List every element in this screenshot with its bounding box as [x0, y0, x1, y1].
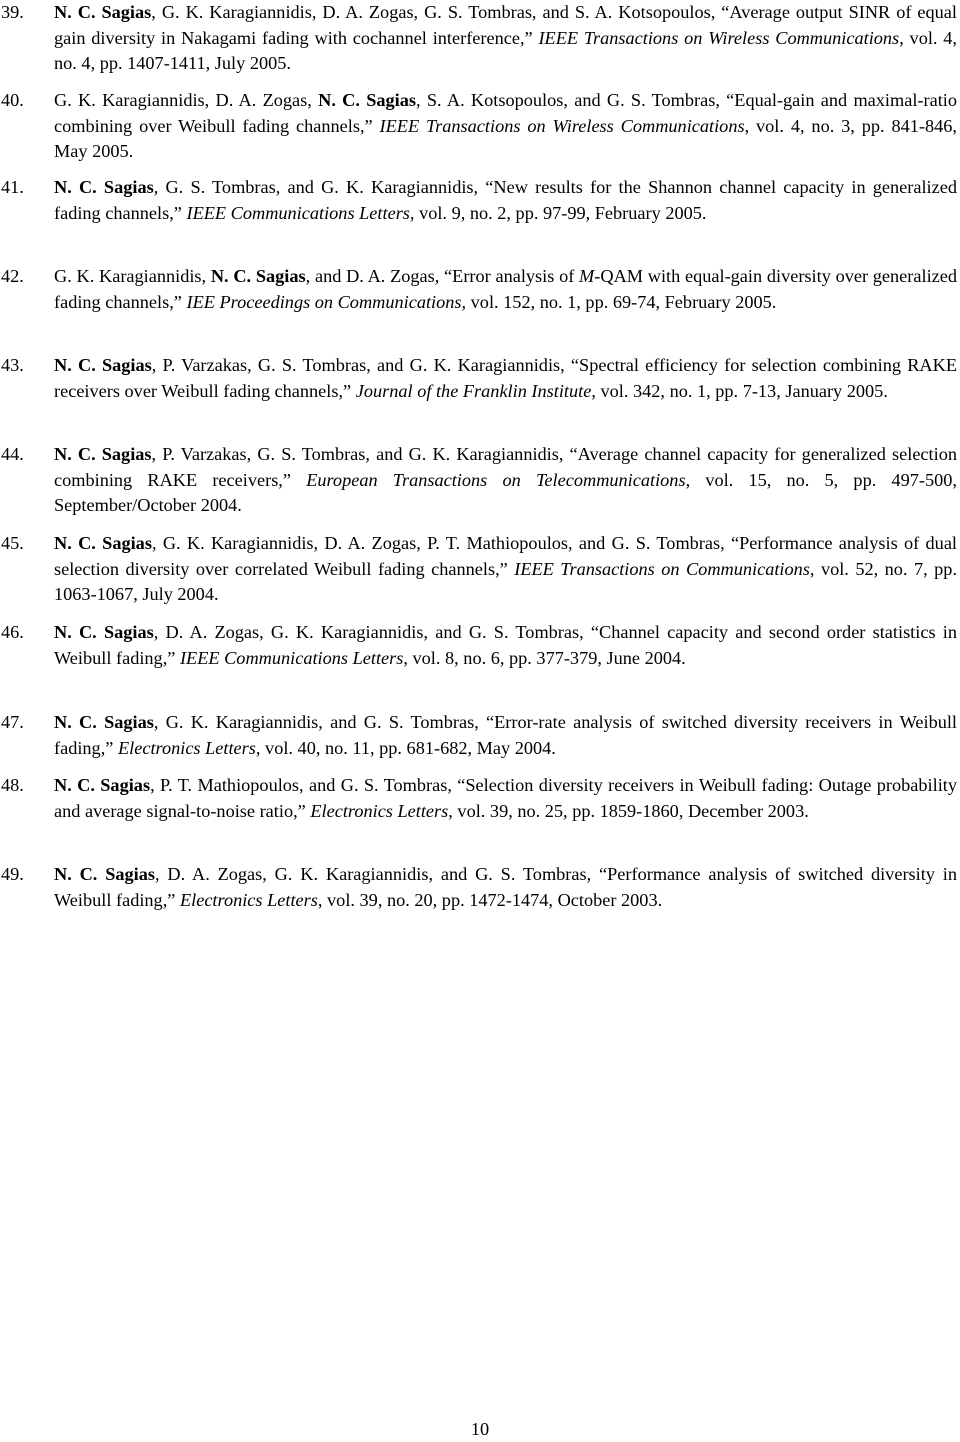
reference-entry [0, 531, 960, 608]
reference-number: 48. [1, 775, 24, 795]
reference-text-segment: , P. T. Mathiopoulos, and G. S. Tombras, “Selection diversity receivers in Weibull fading: Outage probability and average signal-to-noise ratio,” [54, 775, 958, 821]
reference-text-segment: , P. Varzakas, G. S. Tombras, and G. K. Karagiannidis, “Spectral efficiency for selection combining RAKE receivers over Weibull fading channels,” [54, 355, 957, 401]
reference-author-highlight: N. C. Sagias [54, 2, 152, 22]
reference-author-highlight: N. C. Sagias [54, 355, 152, 375]
reference-number: 44. [1, 444, 24, 464]
reference-number: 39. [1, 2, 24, 22]
reference-venue: European Transactions on Telecommunications [306, 469, 686, 490]
reference-entry [0, 88, 960, 165]
reference-entry [0, 0, 960, 77]
reference-number: 46. [1, 622, 24, 642]
reference-text [54, 710, 957, 761]
reference-text-segment: , S. A. Kotsopoulos, and G. S. Tombras, “Equal-gain and maximal-ratio combining over Weibull fading channels,” [54, 90, 957, 136]
reference-author-highlight: N. C. Sagias [318, 90, 417, 110]
reference-venue: IEEE Communications Letters [186, 202, 410, 223]
reference-text [54, 175, 957, 226]
reference-entry [0, 710, 960, 761]
reference-text [54, 88, 957, 165]
reference-text-segment: vol. 152, no. 1, pp. 69-74, February 2005. [466, 291, 777, 312]
reference-number: 40. [1, 90, 24, 110]
reference-text-segment: , vol. 52, no. 7, pp. 1063-1067, July 2004. [54, 558, 958, 604]
reference-venue: IEEE Communications Letters [179, 647, 404, 668]
reference-text [54, 0, 957, 77]
reference-author-highlight: N. C. Sagias [54, 775, 151, 795]
reference-entry [0, 620, 960, 671]
reference-text-segment: G. K. Karagiannidis, D. A. Zogas, [54, 90, 319, 110]
reference-venue: Electronics Letters [310, 800, 449, 821]
reference-number: 47. [1, 712, 24, 732]
reference-text [54, 620, 957, 671]
reference-text-segment: , P. Varzakas, G. S. Tombras, and G. K. Karagiannidis, “Average channel capacity for generalized selection combining RAKE receivers,” [54, 444, 957, 490]
reference-venue: IEEE Transactions on Wireless Communications [379, 115, 745, 136]
reference-venue: IEEE Transactions on Communications [514, 558, 810, 579]
reference-text-segment: , D. A. Zogas, G. K. Karagiannidis, and G. S. Tombras, “Channel capacity and second order statistics in Weibull fading,” [54, 622, 957, 668]
reference-venue: Journal of the Franklin Institute [355, 380, 592, 401]
reference-number: 43. [1, 355, 24, 375]
reference-text-segment: G. K. Karagiannidis, [54, 266, 211, 286]
reference-venue: IEEE Transactions on Wireless Communications [538, 27, 900, 48]
reference-venue: IEE Proceedings on Communications, [186, 291, 467, 312]
reference-number: 41. [1, 177, 24, 197]
reference-venue: Electronics Letters [117, 737, 256, 758]
reference-venue: M [579, 266, 595, 286]
reference-author-highlight: N. C. Sagias [210, 266, 306, 286]
reference-author-highlight: N. C. Sagias [54, 177, 154, 197]
reference-author-highlight: N. C. Sagias [54, 712, 154, 732]
reference-number: 42. [1, 266, 24, 286]
reference-text-segment: , vol. 4, no. 3, pp. 841-846, May 2005. [54, 115, 957, 161]
reference-entry [0, 773, 960, 824]
reference-text [54, 531, 957, 608]
reference-text-segment: , vol. 15, no. 5, pp. 497-500, September/October 2004. [54, 469, 957, 515]
reference-number: 49. [1, 864, 24, 884]
reference-author-highlight: N. C. Sagias [54, 533, 152, 553]
reference-text-segment: , G. K. Karagiannidis, D. A. Zogas, G. S. Tombras, and S. A. Kotsopoulos, “Average output SINR of equal gain diversity in Nakagami fading with cochannel interference,” [54, 2, 958, 48]
page-number: 10 [470, 1419, 490, 1439]
reference-entry [0, 862, 960, 913]
reference-text [54, 353, 957, 404]
reference-entry [0, 353, 960, 404]
reference-text-segment: , G. S. Tombras, and G. K. Karagiannidis, “New results for the Shannon channel capacity in generalized fading channels,” [54, 177, 958, 223]
reference-text-segment: , vol. 40, no. 11, pp. 681-682, May 2004. [255, 737, 556, 758]
reference-entry [0, 175, 960, 226]
reference-author-highlight: N. C. Sagias [54, 622, 154, 642]
reference-text-segment: , and D. A. Zogas, “Error analysis of [305, 266, 580, 286]
reference-text [54, 862, 957, 913]
reference-text-segment: -QAM with equal-gain diversity over generalized fading channels,” [54, 266, 958, 312]
reference-text [54, 264, 957, 315]
reference-text-segment: , G. K. Karagiannidis, and G. S. Tombras, “Error-rate analysis of switched diversity receivers in Weibull fading,” [54, 712, 958, 758]
reference-text [54, 773, 957, 824]
reference-entry [0, 264, 960, 315]
reference-number: 45. [1, 533, 24, 553]
reference-text-segment: , vol. 8, no. 6, pp. 377-379, June 2004. [403, 647, 686, 668]
reference-text-segment: , vol. 342, no. 1, pp. 7-13, January 2005. [591, 380, 888, 401]
reference-venue: Electronics Letters [179, 889, 318, 910]
reference-text-segment: , G. K. Karagiannidis, D. A. Zogas, P. T. Mathiopoulos, and G. S. Tombras, “Performance analysis of dual selection diversity over correlated Weibull fading channels,” [54, 533, 958, 579]
reference-text-segment: , vol. 9, no. 2, pp. 97-99, February 2005. [409, 202, 707, 223]
reference-text-segment: , vol. 4, no. 4, pp. 1407-1411, July 2005. [54, 27, 957, 73]
reference-text-segment: , D. A. Zogas, G. K. Karagiannidis, and G. S. Tombras, “Performance analysis of switched diversity in Weibull fading,” [54, 864, 957, 910]
reference-text-segment: , vol. 39, no. 20, pp. 1472-1474, October 2003. [317, 889, 663, 910]
reference-entry [0, 442, 960, 519]
reference-author-highlight: N. C. Sagias [54, 444, 152, 464]
reference-text [54, 442, 957, 519]
reference-author-highlight: N. C. Sagias [54, 864, 155, 884]
reference-text-segment: , vol. 39, no. 25, pp. 1859-1860, December 2003. [448, 800, 809, 821]
